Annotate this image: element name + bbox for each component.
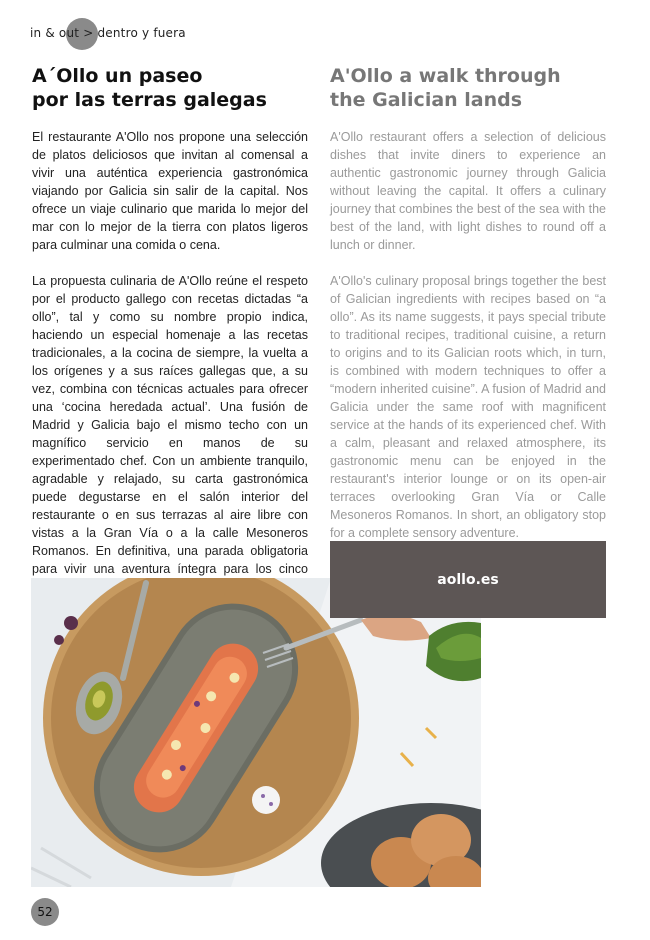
food-photo <box>31 578 481 887</box>
english-paragraph-1: A'Ollo restaurant offers a selection of delicious dishes that invite diners to experience an authentic gastronomic journey through Galicia without leaving the capital. It offers a culinary journey that combines the best of the sea with the best of the land, with light dishes to round off a lunch or dinner. <box>330 130 606 252</box>
english-title-line2: the Galician lands <box>330 89 523 111</box>
spanish-paragraph-2: La propuesta culinaria de A'Ollo reúne el respeto por el producto gallego con recetas dictadas “a ollo”, tal y como su nombre propio indica, haciendo un especial homenaje a las recetas tradicionales, a la cocina de siempre, la vuelta a los orígenes y a sus raíces gallegas que, a su vez, combina con técnicas actuales para ofrecer una ‘cocina heredada actual’. Una fusión de Madrid y Galicia bajo el mismo techo con un magnífico servicio en manos de su experimentado chef. Con un ambiente tranquilo, agradable y relajado, su carta gastronómica puede degustarse en el salón interior del restaurante o en sus terrazas al aire libre con vistas a la Gran Vía o a la calle Mesoneros Romanos. En definitiva, una parada obligatoria para vivir una aventura íntegra para los cinco <box>32 274 308 576</box>
food-photo-illustration <box>31 578 481 887</box>
english-column <box>330 64 606 542</box>
spanish-title-line1: A´Ollo un paseo <box>32 65 203 87</box>
english-title-line1: A'Ollo a walk through <box>330 65 561 87</box>
english-paragraph-2: A'Ollo's culinary proposal brings together the best of Galician ingredients with recipes based on “a ollo”. As its name suggests, it pays special tribute to traditional recipes, traditional cuisine, a return to origins and to its Galician roots which, in turn, is combined with modern techniques to offer a “modern inherited cuisine”. A fusion of Madrid and Galicia under the same roof with magnificent service at the hands of its experienced chef. With a calm, pleasant and relaxed atmosphere, its gastronomic menu can be enjoyed in the restaurant's interior lounge or on its open-air terraces overlooking Gran Vía or Calle Mesoneros Romanos. In short, an obligatory stop for a complete sensory adventure. <box>330 274 606 540</box>
english-title <box>330 64 606 112</box>
spanish-column <box>32 64 308 596</box>
spanish-paragraph-1: El restaurante A'Ollo nos propone una selección de platos deliciosos que invitan al comensal a vivir una auténtica experiencia gastronómica viajando por Galicia sin salir de la capital. Nos ofrece un viaje culinario que marida lo mejor del mar con lo mejor de la tierra con platos ligeros para culminar una comida o cena. <box>32 130 308 252</box>
website-box <box>330 541 606 618</box>
spanish-title-line2: por las terras galegas <box>32 89 267 111</box>
spanish-title <box>32 64 308 112</box>
page-number-badge <box>31 898 59 926</box>
website-link[interactable]: aollo.es <box>437 571 499 588</box>
page-number: 52 <box>37 905 53 919</box>
section-breadcrumb: in & out > dentro y fuera <box>30 26 186 40</box>
